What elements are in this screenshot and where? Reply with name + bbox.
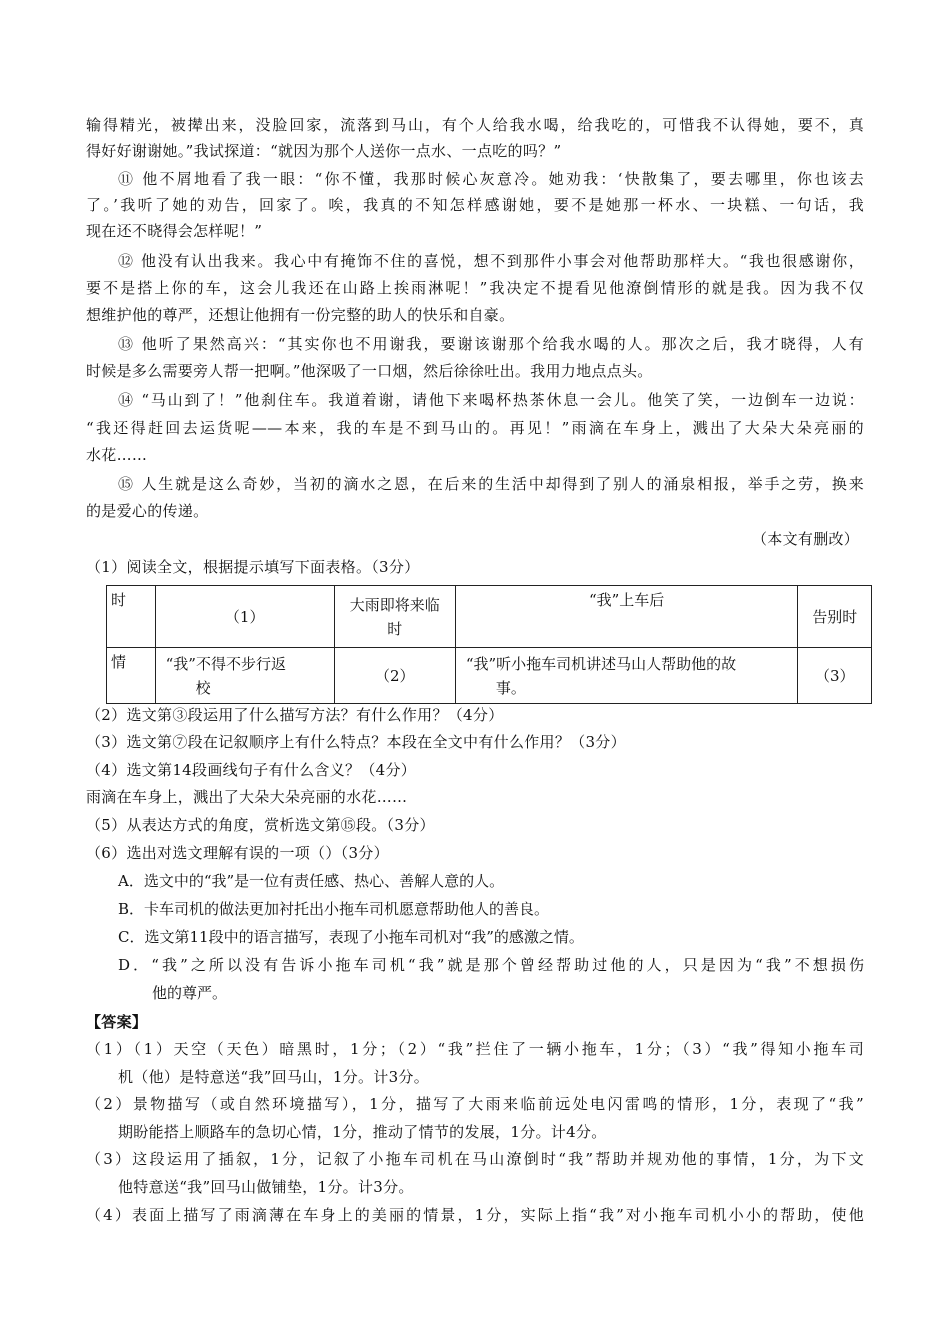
passage-line: 了。’我听了她的劝告，回家了。唉，我真的不知怎样感谢她，要不是她那一杯水、一块糕、一句话，我 <box>86 196 864 214</box>
option-c: C．选文第11段中的语言描写，表现了小拖车司机对“我”的感激之情。 <box>118 928 584 946</box>
table-cell: 告别时 <box>798 586 872 648</box>
paragraph-15-start: ⑮ 人生就是这么奇妙，当初的滴水之恩，在后来的生活中却得到了别人的涌泉相报，举手之劳，换来 <box>118 475 864 493</box>
question-4: （4）选文第14段画线句子有什么含义？（4分） <box>86 761 417 779</box>
question-3: （3）选文第⑦段在记叙顺序上有什么特点？本段在全文中有什么作用？（3分） <box>86 733 626 751</box>
answer-1: （1）（1）天空（天色）暗黑时，1分；（2）“我”拦住了一辆小拖车，1分；（3）“我”得知小拖车司 <box>86 1040 864 1058</box>
table-cell-text: “我”不得不步行返 <box>165 654 286 673</box>
answer-2: （2）景物描写（或自然环境描写），1分，描写了大雨来临前远处电闪雷鸣的情形，1分，表现了“我” <box>86 1095 864 1113</box>
option-d-continued: 他的尊严。 <box>152 984 228 1002</box>
passage-line: 输得精光，被撵出来，没脸回家，流落到马山，有个人给我水喝，给我吃的，可惜我不认得她，要不，真 <box>86 116 864 134</box>
question-5: （5）从表达方式的角度，赏析选文第⑮段。（3分） <box>86 816 435 834</box>
passage-line: 时候是多么需要旁人帮一把啊。”他深吸了一口烟，然后徐徐吐出。我用力地点点头。 <box>86 362 653 380</box>
answer-heading: 【答案】 <box>86 1013 148 1031</box>
option-b: B．卡车司机的做法更加衬托出小拖车司机愿意帮助他人的善良。 <box>118 900 550 918</box>
table-cell: “我”上车后 <box>455 586 798 648</box>
table-cell <box>155 648 334 704</box>
table-cell: （1） <box>155 586 334 648</box>
table-cell <box>334 586 455 648</box>
table-row <box>107 648 872 704</box>
answer-3-continued: 他特意送“我”回马山做铺垫，1分。计3分。 <box>118 1178 414 1196</box>
question-4-quote: 雨滴在车身上，溅出了大朵大朵亮丽的水花…… <box>86 788 408 806</box>
question-1: （1）阅读全文，根据提示填写下面表格。（3分） <box>86 558 420 576</box>
table-cell-text: 时 <box>387 619 403 638</box>
table-cell <box>455 648 798 704</box>
answer-2-continued: 期盼能搭上顺路车的急切心情，1分，推动了情节的发展，1分。计4分。 <box>118 1123 607 1141</box>
passage-line: 水花…… <box>86 446 148 464</box>
paragraph-12-start: ⑫ 他没有认出我来。我心中有掩饰不住的喜悦，想不到那件小事会对他帮助那样大。“我也很感谢你， <box>118 252 864 270</box>
question-6: （6）选出对选文理解有误的一项（）（3分） <box>86 844 389 862</box>
answer-table <box>106 585 872 704</box>
passage-line: “我还得赶回去运货呢——本来，我的车是不到马山的。再见！”雨滴在车身上，溅出了大朵大朵亮丽的 <box>86 419 864 437</box>
option-a: A．选文中的“我”是一位有责任感、热心、善解人意的人。 <box>118 872 505 890</box>
source-note: （本文有删改） <box>752 530 860 548</box>
table-cell: （2） <box>334 648 455 704</box>
table-row <box>107 586 872 648</box>
passage-line: 现在还不晓得会怎样呢！” <box>86 222 263 240</box>
passage-line: 的是爱心的传递。 <box>86 502 209 520</box>
table-cell-text: 大雨即将来临 <box>349 595 440 614</box>
table-cell-text: 事。 <box>495 678 526 697</box>
table-cell: （3） <box>798 648 872 704</box>
answer-1-continued: 机（他）是特意送“我”回马山，1分。计3分。 <box>118 1068 430 1086</box>
option-d: D．“我”之所以没有告诉小拖车司机“我”就是那个曾经帮助过他的人，只是因为“我”不想损伤 <box>118 956 864 974</box>
table-cell: 情 <box>107 648 156 704</box>
table-cell-text: “我”听小拖车司机讲述马山人帮助他的故 <box>465 654 737 673</box>
question-2: （2）选文第③段运用了什么描写方法？有什么作用？（4分） <box>86 706 504 724</box>
table-cell: 时 <box>107 586 156 648</box>
answer-4: （4）表面上描写了雨滴薄在车身上的美丽的情景，1分，实际上指“我”对小拖车司机小小的帮助，使他 <box>86 1206 864 1224</box>
passage-line: 得好好谢谢她。”我试探道：“就因为那个人送你一点水、一点吃的吗？” <box>86 142 562 160</box>
answer-3: （3）这段运用了插叙，1分，记叙了小拖车司机在马山潦倒时“我”帮助并规劝他的事情，1分，为下文 <box>86 1150 864 1168</box>
passage-line: 要不是搭上你的车，这会儿我还在山路上挨雨淋呢！”我决定不提看见他潦倒情形的就是我。因为我不仅 <box>86 279 864 297</box>
paragraph-14-start: ⑭ “马山到了！”他刹住车。我道着谢，请他下来喝杯热茶休息一会儿。他笑了笑，一边倒车一边说： <box>118 391 864 409</box>
paragraph-11-start: ⑪ 他不屑地看了我一眼：“你不懂，我那时候心灰意冷。她劝我：‘快散集了，要去哪里，你也该去 <box>118 170 864 188</box>
paragraph-13-start: ⑬ 他听了果然高兴：“其实你也不用谢我，要谢该谢那个给我水喝的人。那次之后，我才晓得，人有 <box>118 335 864 353</box>
table-cell-text: 校 <box>195 678 211 697</box>
passage-line: 想维护他的尊严，还想让他拥有一份完整的助人的快乐和自豪。 <box>86 306 515 324</box>
